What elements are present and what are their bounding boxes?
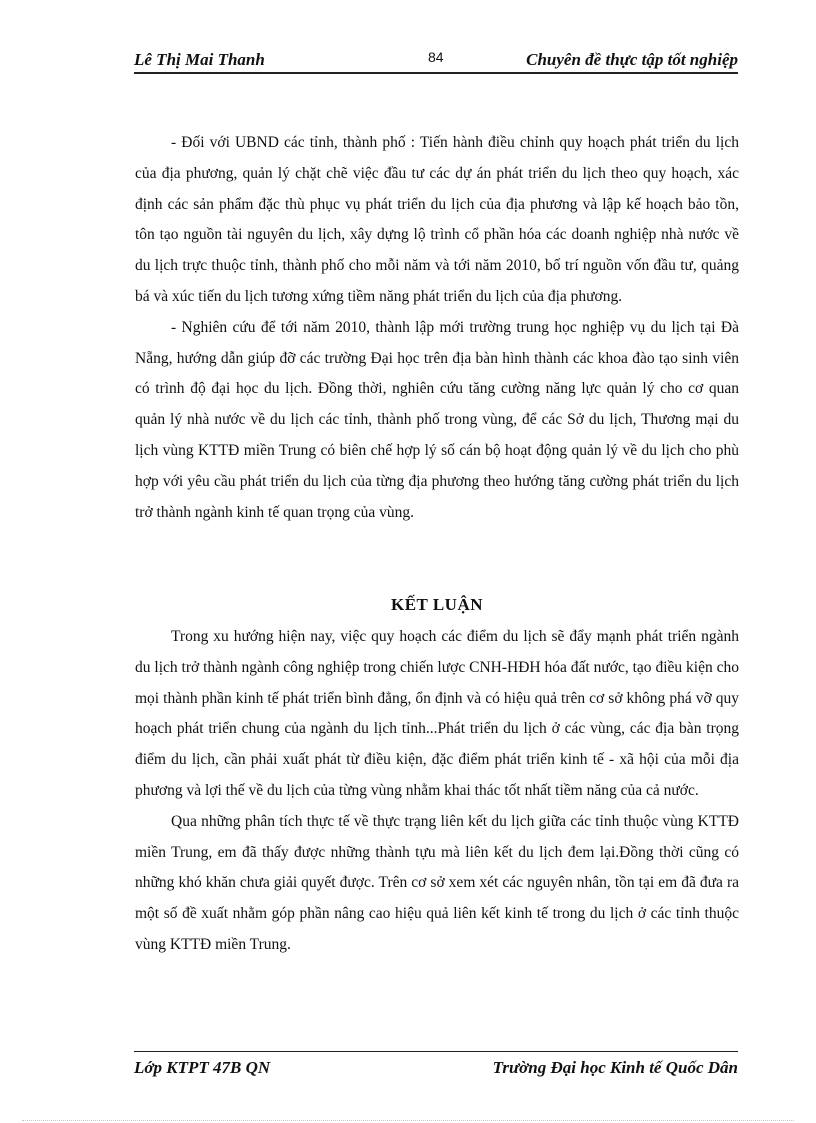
footer-class-name: Lớp KTPT 47B QN bbox=[134, 1058, 271, 1077]
header-title: Chuyên đề thực tập tốt nghiệp bbox=[526, 50, 738, 69]
paragraph-tourism-training: - Nghiên cứu để tới năm 2010, thành lập mới trường trung học nghiệp vụ du lịch tại Đà Nẵng, hướng dẫn giúp đỡ các trường Đại học trên địa bàn hình thành các khoa đào tạo sinh viên có trình độ đại học du lịch. Đồng thời, nghiên cứu tăng cường năng lực quản lý cho cơ quan quản lý nhà nước về du lịch các tỉnh, thành phố trong vùng, để các Sở du lịch, Thương mại du lịch vùng KTTĐ miền Trung có biên chế hợp lý số cán bộ hoạt động quản lý về du lịch cho phù hợp với yêu cầu phát triển du lịch của từng địa phương theo hướng tăng cường phát triển du lịch trở thành ngành kinh tế quan trọng của vùng. bbox=[135, 318, 739, 521]
conclusion-heading: KẾT LUẬN bbox=[390, 595, 483, 614]
page-footer bbox=[134, 1051, 738, 1085]
body-section-recommendations bbox=[135, 128, 739, 528]
body-section-conclusion bbox=[135, 622, 739, 961]
footer-university: Trường Đại học Kinh tế Quốc Dân bbox=[492, 1058, 738, 1077]
paragraph-conclusion-trend: Trong xu hướng hiện nay, việc quy hoạch các điểm du lịch sẽ đẩy mạnh phát triển ngành du lịch trở thành ngành công nghiệp trong chiến lược CNH-HĐH hóa đất nước, tạo điều kiện cho mọi thành phần kinh tế phát triển bình đẳng, ổn định và có hiệu quả trên cơ sở không phá vỡ quy hoạch phát triển chung của ngành du lịch tỉnh...Phát triển du lịch ở các vùng, các địa bàn trọng điểm du lịch, cần phải xuất phát từ điều kiện, đặc điểm phát triển kinh tế - xã hội của mỗi địa phương và lợi thế về du lịch của từng vùng nhằm khai thác tốt nhất tiềm năng của cả nước. bbox=[135, 628, 739, 799]
page-header bbox=[134, 44, 738, 74]
paragraph-provincial-committees: - Đối với UBND các tỉnh, thành phố : Tiến hành điều chỉnh quy hoạch phát triển du lịch của địa phương, quản lý chặt chẽ việc đầu tư các dự án phát triển du lịch theo quy hoạch, xác định các sản phẩm đặc thù phục vụ phát triển du lịch của địa phương và lập kế hoạch bảo tồn, tôn tạo nguồn tài nguyên du lịch, xây dựng lộ trình cổ phần hóa các doanh nghiệp nhà nước về du lịch trực thuộc tỉnh, thành phố cho mỗi năm và tới năm 2010, bố trí nguồn vốn đầu tư, quảng bá và xúc tiến du lịch tương xứng tiềm năng phát triển du lịch của địa phương. bbox=[135, 134, 739, 305]
page-number: 84 bbox=[428, 49, 444, 65]
header-author: Lê Thị Mai Thanh bbox=[134, 50, 265, 69]
paragraph-conclusion-analysis: Qua những phân tích thực tế về thực trạng liên kết du lịch giữa các tỉnh thuộc vùng KTTĐ miền Trung, em đã thấy được những thành tựu mà liên kết du lịch đem lại.Đồng thời cũng có những khó khăn chưa giải quyết được. Trên cơ sở xem xét các nguyên nhân, tồn tại em đã đưa ra một số đề xuất nhằm góp phần nâng cao hiệu quả liên kết kinh tế trong du lịch ở các tỉnh thuộc vùng KTTĐ miền Trung. bbox=[135, 812, 739, 953]
page-edge-divider bbox=[22, 1120, 794, 1121]
